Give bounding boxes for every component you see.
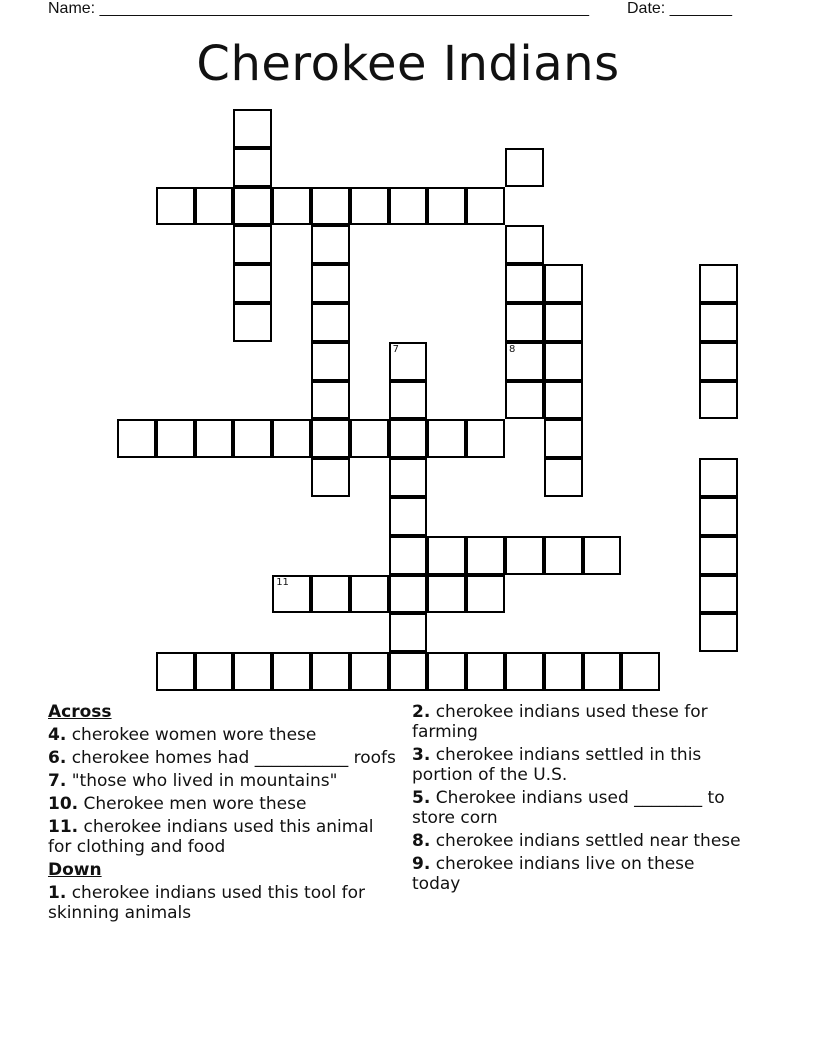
- grid-cell[interactable]: [311, 419, 350, 458]
- grid-cell[interactable]: [233, 148, 272, 187]
- grid-cell[interactable]: [311, 381, 350, 420]
- grid-cell[interactable]: [466, 652, 505, 691]
- grid-cell[interactable]: [350, 652, 389, 691]
- grid-cell[interactable]: [466, 419, 505, 458]
- grid-cell[interactable]: [311, 652, 350, 691]
- clue-across-7: [48, 771, 398, 791]
- down-heading: Down: [48, 860, 102, 880]
- grid-cell[interactable]: [427, 419, 466, 458]
- clue-text: Cherokee men wore these: [83, 794, 307, 814]
- clues-column-left: [48, 702, 398, 926]
- grid-cell[interactable]: [311, 264, 350, 303]
- grid-cell[interactable]: [350, 575, 389, 614]
- clue-number: 7.: [48, 771, 67, 791]
- clue-across-4: [48, 725, 398, 745]
- grid-cell[interactable]: [505, 148, 544, 187]
- clue-down-9: [412, 854, 742, 894]
- clue-text: cherokee indians used this animal for clothing and food: [48, 817, 374, 857]
- clue-down-5: [412, 788, 742, 828]
- clue-number: 1.: [48, 883, 67, 903]
- clue-across-11: [48, 817, 398, 857]
- clue-text: cherokee women wore these: [71, 725, 317, 745]
- grid-cell[interactable]: [311, 342, 350, 381]
- clue-number: 10.: [48, 794, 79, 814]
- grid-cell[interactable]: [272, 419, 311, 458]
- grid-cell[interactable]: [466, 575, 505, 614]
- clue-text: cherokee homes had ___________ roofs: [71, 748, 396, 768]
- clue-down-1: [48, 883, 398, 923]
- cell-number: 11: [276, 576, 289, 588]
- grid-cell[interactable]: [505, 381, 544, 420]
- grid-cell[interactable]: [466, 187, 505, 226]
- clue-text: cherokee indians settled in this portion of the U.S.: [412, 745, 702, 785]
- grid-cell[interactable]: [272, 187, 311, 226]
- grid-cell[interactable]: [544, 536, 583, 575]
- grid-cell[interactable]: [699, 303, 738, 342]
- grid-cell[interactable]: [311, 303, 350, 342]
- clue-number: 8.: [412, 831, 431, 851]
- grid-cell[interactable]: [544, 652, 583, 691]
- clues-column-right: [412, 702, 742, 897]
- clue-across-6: [48, 748, 398, 768]
- grid-cell[interactable]: [311, 225, 350, 264]
- clue-number: 11.: [48, 817, 79, 837]
- grid-cell[interactable]: [427, 536, 466, 575]
- clue-number: 9.: [412, 854, 431, 874]
- grid-cell[interactable]: [389, 458, 428, 497]
- grid-cell[interactable]: [389, 419, 428, 458]
- grid-cell[interactable]: [505, 264, 544, 303]
- grid-cell[interactable]: [272, 652, 311, 691]
- grid-cell[interactable]: [389, 497, 428, 536]
- clue-text: Cherokee indians used ________ to store corn: [412, 788, 725, 828]
- grid-cell[interactable]: [389, 381, 428, 420]
- grid-cell[interactable]: [195, 419, 234, 458]
- grid-cell[interactable]: [505, 342, 544, 381]
- grid-cell[interactable]: [544, 264, 583, 303]
- grid-cell[interactable]: [699, 497, 738, 536]
- grid-cell[interactable]: [427, 575, 466, 614]
- clue-number: 5.: [412, 788, 431, 808]
- clue-down-8: [412, 831, 742, 851]
- grid-cell[interactable]: [544, 419, 583, 458]
- grid-cell[interactable]: [699, 381, 738, 420]
- grid-cell[interactable]: [350, 419, 389, 458]
- grid-cell[interactable]: [544, 342, 583, 381]
- grid-cell[interactable]: [544, 303, 583, 342]
- grid-cell[interactable]: [117, 419, 156, 458]
- grid-cell[interactable]: [389, 536, 428, 575]
- grid-cell[interactable]: [427, 652, 466, 691]
- grid-cell[interactable]: [233, 225, 272, 264]
- clue-text: cherokee indians settled near these: [435, 831, 741, 851]
- grid-cell[interactable]: [350, 187, 389, 226]
- grid-cell[interactable]: [233, 187, 272, 226]
- across-heading: Across: [48, 702, 112, 722]
- grid-cell[interactable]: [699, 536, 738, 575]
- grid-cell[interactable]: [699, 342, 738, 381]
- grid-cell[interactable]: [389, 187, 428, 226]
- grid-cell[interactable]: [156, 419, 195, 458]
- page-title: Cherokee Indians: [196, 36, 620, 92]
- grid-cell[interactable]: [389, 342, 428, 381]
- grid-cell[interactable]: [505, 225, 544, 264]
- grid-cell[interactable]: [427, 187, 466, 226]
- grid-cell[interactable]: [699, 264, 738, 303]
- grid-cell[interactable]: [195, 187, 234, 226]
- clue-number: 3.: [412, 745, 431, 765]
- grid-cell[interactable]: [699, 575, 738, 614]
- grid-cell[interactable]: [233, 264, 272, 303]
- grid-cell[interactable]: [233, 303, 272, 342]
- grid-cell[interactable]: [544, 381, 583, 420]
- grid-cell[interactable]: [583, 536, 622, 575]
- clue-text: cherokee indians used this tool for skinning animals: [48, 883, 366, 923]
- date-field[interactable]: Date: _______: [627, 0, 732, 17]
- cell-number: 8: [509, 343, 516, 355]
- clue-number: 6.: [48, 748, 67, 768]
- name-field[interactable]: Name: _______________________________________________________: [48, 0, 589, 17]
- grid-cell[interactable]: [311, 458, 350, 497]
- grid-cell[interactable]: [621, 652, 660, 691]
- grid-cell[interactable]: [389, 613, 428, 652]
- grid-cell[interactable]: [233, 419, 272, 458]
- cell-number: 7: [392, 343, 399, 355]
- grid-cell[interactable]: [389, 575, 428, 614]
- grid-cell[interactable]: [699, 613, 738, 652]
- grid-cell[interactable]: [699, 458, 738, 497]
- grid-cell[interactable]: [156, 652, 195, 691]
- clue-number: 2.: [412, 702, 431, 722]
- grid-cell[interactable]: [311, 187, 350, 226]
- grid-cell[interactable]: [389, 652, 428, 691]
- grid-cell[interactable]: [544, 458, 583, 497]
- grid-cell[interactable]: [311, 575, 350, 614]
- clue-text: cherokee indians used these for farming: [412, 702, 708, 742]
- clue-text: "those who lived in mountains": [71, 771, 338, 791]
- grid-cell[interactable]: [156, 187, 195, 226]
- grid-cell[interactable]: [466, 536, 505, 575]
- grid-cell[interactable]: [583, 652, 622, 691]
- clue-down-3: [412, 745, 742, 785]
- clue-down-2: [412, 702, 742, 742]
- grid-cell[interactable]: [505, 303, 544, 342]
- grid-cell[interactable]: [505, 536, 544, 575]
- clue-text: cherokee indians live on these today: [412, 854, 695, 894]
- clue-across-10: [48, 794, 398, 814]
- grid-cell[interactable]: [195, 652, 234, 691]
- clue-number: 4.: [48, 725, 67, 745]
- grid-cell[interactable]: [233, 652, 272, 691]
- grid-cell[interactable]: [505, 652, 544, 691]
- grid-cell[interactable]: [233, 109, 272, 148]
- grid-cell[interactable]: [272, 575, 311, 614]
